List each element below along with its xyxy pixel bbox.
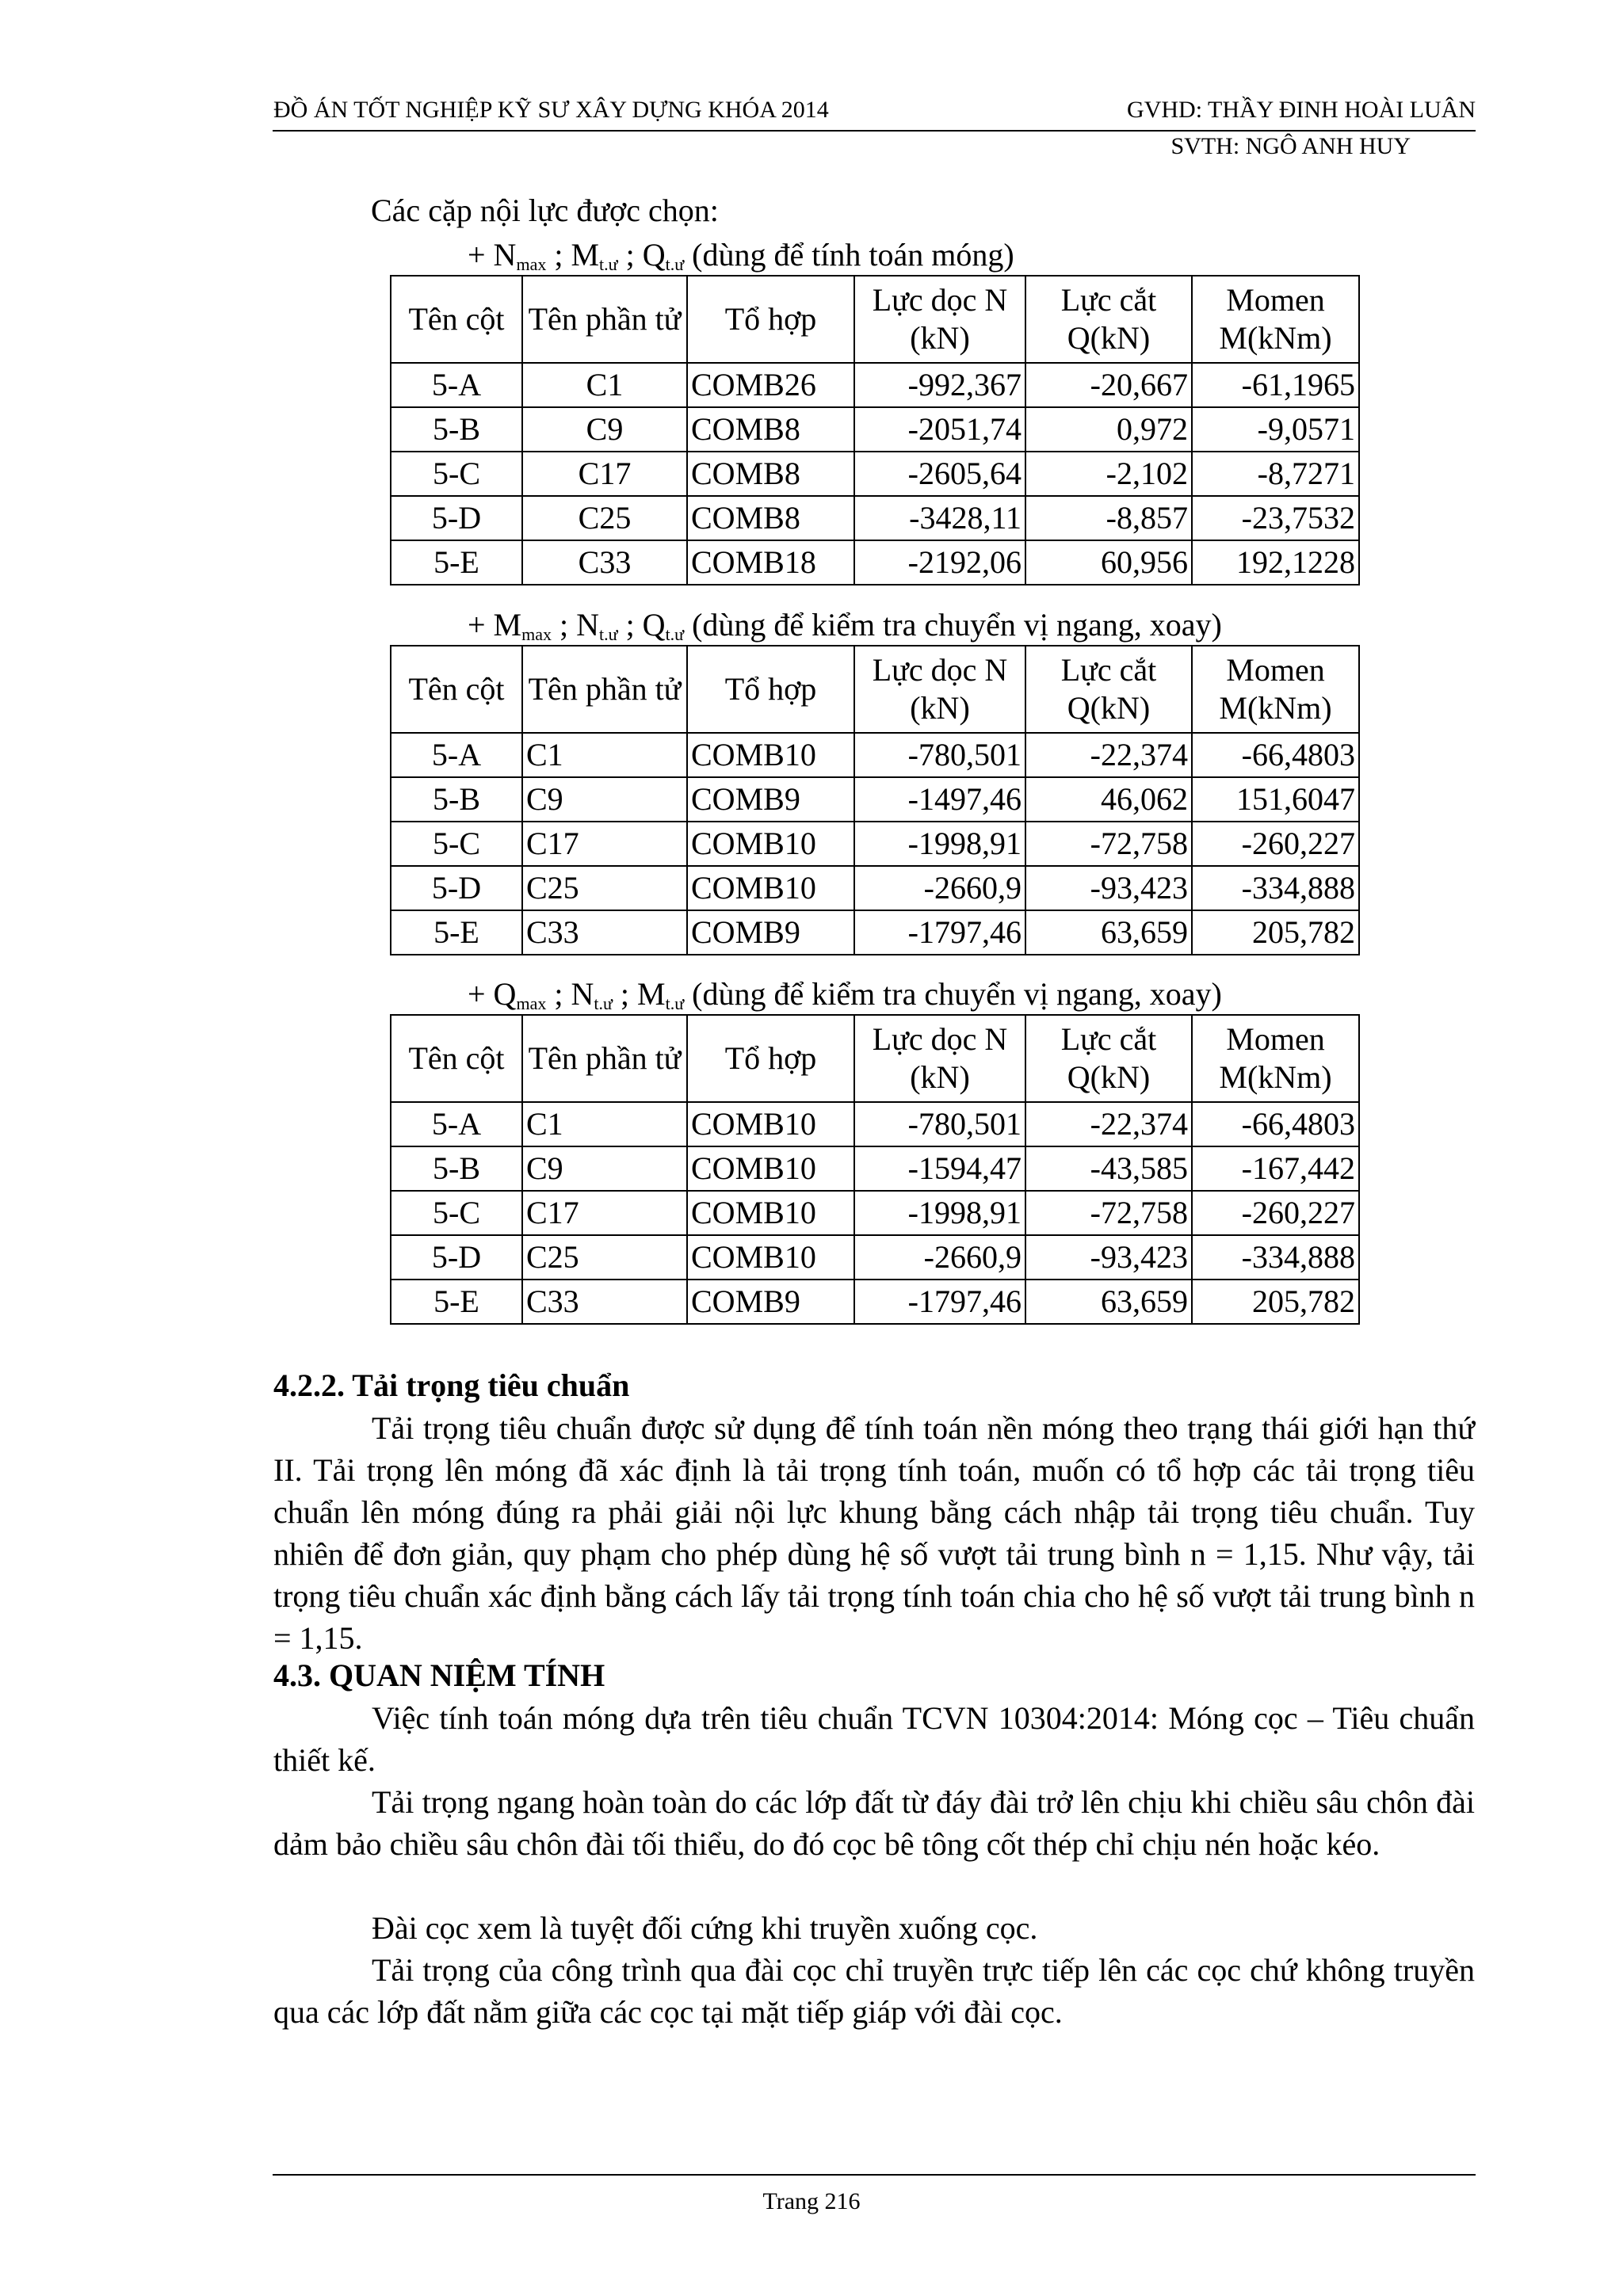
- cell-ten-phan-tu: C25: [522, 496, 687, 540]
- col-header-to-hop: Tổ hợp: [687, 276, 854, 363]
- table-row: [391, 910, 1359, 955]
- cell-ten-cot: 5-A: [391, 1102, 522, 1146]
- cell-ten-cot: 5-C: [391, 1191, 522, 1235]
- col-header-momen: Momen M(kNm): [1192, 646, 1359, 733]
- cell-momen: -260,227: [1192, 1191, 1359, 1235]
- col-header-momen: Momen M(kNm): [1192, 1015, 1359, 1102]
- header-right-student: SVTH: NGÔ ANH HUY: [1170, 133, 1411, 159]
- col-header-to-hop: Tổ hợp: [687, 646, 854, 733]
- col-header-luc-cat: Lực cắt Q(kN): [1025, 1015, 1192, 1102]
- cell-to-hop: COMB10: [687, 1102, 854, 1146]
- page-number: Trang 216: [762, 2188, 861, 2214]
- cell-to-hop: COMB8: [687, 496, 854, 540]
- cell-momen: -66,4803: [1192, 733, 1359, 777]
- cell-ten-cot: 5-D: [391, 866, 522, 910]
- table-header-row: [391, 276, 1359, 363]
- cell-ten-cot: 5-C: [391, 822, 522, 866]
- cell-momen: -8,7271: [1192, 452, 1359, 496]
- cell-ten-phan-tu: C9: [522, 1146, 687, 1191]
- cell-to-hop: COMB9: [687, 1280, 854, 1324]
- paragraph-dai-coc: Đài cọc xem là tuyệt đối cứng khi truyền xuống cọc.: [372, 1910, 1038, 1946]
- paragraph-truyen-tai: Tải trọng của công trình qua đài cọc chỉ truyền trực tiếp lên các cọc chứ không truyền qua các lớp đất nằm giữa các cọc tại mặt tiếp giáp với đài cọc.: [273, 1952, 1475, 2030]
- cell-luc-doc: -1998,91: [854, 822, 1025, 866]
- cell-luc-doc: -2192,06: [854, 540, 1025, 585]
- cell-momen: -23,7532: [1192, 496, 1359, 540]
- cell-to-hop: COMB10: [687, 866, 854, 910]
- cell-luc-doc: -2660,9: [854, 866, 1025, 910]
- table-row: [391, 1102, 1359, 1146]
- cell-ten-phan-tu: C33: [522, 540, 687, 585]
- cell-luc-doc: -1998,91: [854, 1191, 1025, 1235]
- cell-luc-cat: -20,667: [1025, 363, 1192, 407]
- cell-ten-cot: 5-B: [391, 1146, 522, 1191]
- table-row: [391, 777, 1359, 822]
- table-header-row: [391, 646, 1359, 733]
- col-header-luc-doc: Lực dọc N (kN): [854, 276, 1025, 363]
- cell-luc-cat: -72,758: [1025, 822, 1192, 866]
- col-header-ten-cot: Tên cột: [391, 646, 522, 733]
- table-row: [391, 1146, 1359, 1191]
- paragraph-tai-trong-ngang: Tải trọng ngang hoàn toàn do các lớp đất từ đáy đài trở lên chịu khi chiều sâu chôn đài dảm bảo chiều sâu chôn đài tối thiểu, do đó cọc bê tông cốt thép chỉ chịu nén hoặc kéo.: [273, 1784, 1475, 1862]
- cell-to-hop: COMB10: [687, 1146, 854, 1191]
- cell-to-hop: COMB10: [687, 1191, 854, 1235]
- cell-luc-doc: -1594,47: [854, 1146, 1025, 1191]
- table-1: [390, 275, 1360, 585]
- cell-ten-cot: 5-B: [391, 407, 522, 452]
- cell-luc-cat: 0,972: [1025, 407, 1192, 452]
- cell-momen: 192,1228: [1192, 540, 1359, 585]
- cell-ten-phan-tu: C25: [522, 1235, 687, 1280]
- cell-luc-doc: -992,367: [854, 363, 1025, 407]
- col-header-momen: Momen M(kNm): [1192, 276, 1359, 363]
- cell-momen: -334,888: [1192, 866, 1359, 910]
- cell-luc-doc: -780,501: [854, 733, 1025, 777]
- table-row: [391, 1235, 1359, 1280]
- col-header-luc-doc: Lực dọc N (kN): [854, 1015, 1025, 1102]
- cell-luc-doc: -2605,64: [854, 452, 1025, 496]
- cell-to-hop: COMB10: [687, 733, 854, 777]
- paragraph-tcvn: Việc tính toán móng dựa trên tiêu chuẩn TCVN 10304:2014: Móng cọc – Tiêu chuẩn thiết kế.: [273, 1700, 1475, 1778]
- header-left: ĐỒ ÁN TỐT NGHIỆP KỸ SƯ XÂY DỰNG KHÓA 2014: [273, 97, 829, 123]
- cell-ten-phan-tu: C9: [522, 407, 687, 452]
- cell-ten-phan-tu: C33: [522, 1280, 687, 1324]
- cell-ten-phan-tu: C9: [522, 777, 687, 822]
- col-header-luc-doc: Lực dọc N (kN): [854, 646, 1025, 733]
- cell-ten-phan-tu: C17: [522, 452, 687, 496]
- table-row: [391, 733, 1359, 777]
- cell-momen: 205,782: [1192, 910, 1359, 955]
- cell-ten-cot: 5-E: [391, 1280, 522, 1324]
- cell-luc-cat: -72,758: [1025, 1191, 1192, 1235]
- cell-momen: -66,4803: [1192, 1102, 1359, 1146]
- paragraph-tai-trong-tieu-chuan: Tải trọng tiêu chuẩn được sử dụng để tính toán nền móng theo trạng thái giới hạn thứ II. Tải trọng lên móng đã xác định là tải trọng tính toán, muốn có tổ hợp các tải trọng tiêu chuẩn lên móng đúng ra phải giải nội lực khung bằng cách nhập tải trọng tiêu chuẩn. Tuy nhiên để đơn giản, quy phạm cho phép dùng hệ số vượt tải trung bình n = 1,15. Như vậy, tải trọng tiêu chuẩn xác định bằng cách lấy tải trọng tính toán chia cho hệ số vượt tải trung bình n = 1,15.: [273, 1410, 1475, 1656]
- table-2: [390, 645, 1360, 955]
- cell-to-hop: COMB8: [687, 407, 854, 452]
- cell-ten-cot: 5-A: [391, 363, 522, 407]
- table-row: [391, 822, 1359, 866]
- cell-luc-doc: -1497,46: [854, 777, 1025, 822]
- cell-ten-phan-tu: C17: [522, 1191, 687, 1235]
- cell-ten-cot: 5-E: [391, 910, 522, 955]
- cell-ten-phan-tu: C25: [522, 866, 687, 910]
- table-row: [391, 540, 1359, 585]
- cell-to-hop: COMB26: [687, 363, 854, 407]
- cell-to-hop: COMB10: [687, 1235, 854, 1280]
- col-header-ten-phan-tu: Tên phần tử: [522, 276, 687, 363]
- table-row: [391, 866, 1359, 910]
- table-row: [391, 1280, 1359, 1324]
- col-header-ten-cot: Tên cột: [391, 1015, 522, 1102]
- cell-momen: 151,6047: [1192, 777, 1359, 822]
- cell-luc-doc: -1797,46: [854, 910, 1025, 955]
- table-3: [390, 1014, 1360, 1325]
- cell-momen: -260,227: [1192, 822, 1359, 866]
- cell-luc-doc: -1797,46: [854, 1280, 1025, 1324]
- cell-ten-phan-tu: C33: [522, 910, 687, 955]
- table-row: [391, 496, 1359, 540]
- cell-luc-cat: -22,374: [1025, 733, 1192, 777]
- cell-momen: 205,782: [1192, 1280, 1359, 1324]
- cell-to-hop: COMB10: [687, 822, 854, 866]
- table-row: [391, 363, 1359, 407]
- cell-momen: -61,1965: [1192, 363, 1359, 407]
- table-2-caption: + $M_{max}$ ; $N_{t.ư}$ ; $Q_{t.ư}$ (dùng để kiểm tra chuyển vị ngang, xoay): [468, 607, 1222, 644]
- table-3-caption: + $Q_{max}$ ; $N_{t.ư}$ ; $M_{t.ư}$ (dùng để kiểm tra chuyển vị ngang, xoay): [468, 976, 1222, 1013]
- cell-to-hop: COMB9: [687, 910, 854, 955]
- cell-luc-cat: -22,374: [1025, 1102, 1192, 1146]
- section-heading-4-3: 4.3. QUAN NIỆM TÍNH: [273, 1657, 605, 1693]
- table-header-row: [391, 1015, 1359, 1102]
- cell-to-hop: COMB9: [687, 777, 854, 822]
- cell-to-hop: COMB18: [687, 540, 854, 585]
- cell-ten-cot: 5-D: [391, 1235, 522, 1280]
- cell-ten-cot: 5-A: [391, 733, 522, 777]
- header-right: GVHD: THẦY ĐINH HOÀI LUÂN: [1127, 97, 1476, 123]
- table-1-caption: + $N_{max}$ ; $M_{t.ư}$ ; $Q_{t.ư}$ (dùng để tính toán móng): [468, 237, 1014, 274]
- cell-luc-cat: -2,102: [1025, 452, 1192, 496]
- section-heading-4-2-2: 4.2.2. Tải trọng tiêu chuẩn: [273, 1367, 630, 1403]
- cell-luc-doc: -3428,11: [854, 496, 1025, 540]
- cell-luc-cat: 63,659: [1025, 1280, 1192, 1324]
- table-row: [391, 407, 1359, 452]
- cell-luc-cat: 46,062: [1025, 777, 1192, 822]
- header-rule: [273, 130, 1476, 132]
- cell-luc-cat: -93,423: [1025, 866, 1192, 910]
- cell-ten-phan-tu: C1: [522, 1102, 687, 1146]
- cell-luc-cat: -93,423: [1025, 1235, 1192, 1280]
- cell-luc-cat: 60,956: [1025, 540, 1192, 585]
- cell-luc-doc: -2051,74: [854, 407, 1025, 452]
- footer-rule: [273, 2174, 1476, 2176]
- cell-ten-cot: 5-E: [391, 540, 522, 585]
- cell-luc-cat: -8,857: [1025, 496, 1192, 540]
- cell-momen: -334,888: [1192, 1235, 1359, 1280]
- cell-momen: -9,0571: [1192, 407, 1359, 452]
- cell-ten-cot: 5-D: [391, 496, 522, 540]
- table-row: [391, 452, 1359, 496]
- intro-text: Các cặp nội lực được chọn:: [371, 193, 719, 228]
- cell-ten-phan-tu: C1: [522, 733, 687, 777]
- cell-luc-cat: -43,585: [1025, 1146, 1192, 1191]
- cell-momen: -167,442: [1192, 1146, 1359, 1191]
- cell-ten-cot: 5-B: [391, 777, 522, 822]
- col-header-to-hop: Tổ hợp: [687, 1015, 854, 1102]
- table-row: [391, 1191, 1359, 1235]
- cell-to-hop: COMB8: [687, 452, 854, 496]
- col-header-ten-phan-tu: Tên phần tử: [522, 1015, 687, 1102]
- cell-luc-doc: -780,501: [854, 1102, 1025, 1146]
- cell-luc-doc: -2660,9: [854, 1235, 1025, 1280]
- col-header-ten-phan-tu: Tên phần tử: [522, 646, 687, 733]
- cell-ten-phan-tu: C17: [522, 822, 687, 866]
- col-header-ten-cot: Tên cột: [391, 276, 522, 363]
- cell-luc-cat: 63,659: [1025, 910, 1192, 955]
- col-header-luc-cat: Lực cắt Q(kN): [1025, 276, 1192, 363]
- cell-ten-cot: 5-C: [391, 452, 522, 496]
- cell-ten-phan-tu: C1: [522, 363, 687, 407]
- col-header-luc-cat: Lực cắt Q(kN): [1025, 646, 1192, 733]
